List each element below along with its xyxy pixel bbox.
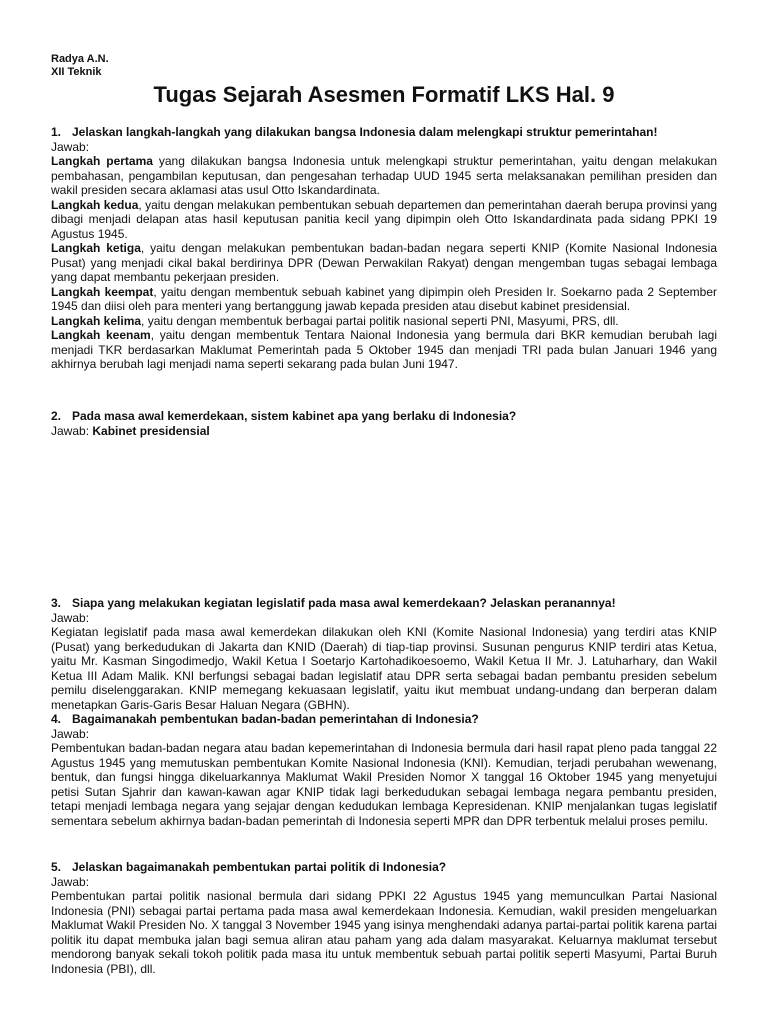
step-2: Langkah kedua, yaitu dengan melakukan pembentukan sebuah departemen dan pemerintahan daerah berupa provinsi yang dibagi menjadi delapan atas hasil keputusan panitia kecil yang dipimpin oleh Otto Iskandardinata pada sidang PPKI 19 Agustus 1945.: [51, 197, 718, 241]
answer-2: Jawab: Kabinet presidensial: [51, 423, 210, 438]
answer-4: Pembentukan badan-badan negara atau badan kepemerintahan di Indonesia bermula dari hasil rapat pleno pada tanggal 22 Agustus 1945 yang memutuskan pembentukan Komite Nasional Indonesia (KNI). Kemudian, terjadi perubahan wewenang, bentuk, dan fungsi hingga dikeluarkannya Maklumat Wakil Presiden Nomor X tanggal 16 Oktober 1945 yang menyetujui petisi Sutan Sjahrir dan kawan-kawan agar KNIP tidak lagi berkedudukan sebagai lembaga negara pembantu presiden, tetapi menjadi lembaga negara yang sejajar dengan kedudukan lembaga Kepresidenan. KNIP menjalankan tugas legislatif sementara sebelum akhirnya badan-badan pemerintah di Indonesia seperti MPR dan DPR terbentuk melalui proses pemilu.: [51, 741, 717, 828]
step-4: Langkah keempat, yaitu dengan membentuk sebuah kabinet yang dipimpin oleh Presiden Ir. Soekarno pada 2 September 1945 dan diisi oleh para menteri yang bertanggung jawab kepada presiden atau disebut kabinet presidensial.: [51, 284, 718, 313]
author-header: [51, 53, 109, 79]
question-5-block: [51, 860, 717, 976]
step-6: Langkah keenam, yaitu dengan membentuk Tentara Naional Indonesia yang bermula dari BKR kemudian berubah lagi menjadi TKR berdasarkan Maklumat Pemerintah pada 5 Oktober 1945 dan menjadi TRI pada bulan Januari 1946 yang akhirnya berubah lagi menjadi nama seperti sekarang pada bulan Juni 1947.: [51, 328, 717, 371]
question-3: 3. Siapa yang melakukan kegiatan legislatif pada masa awal kemerdekaan? Jelaskan peranannya!: [51, 596, 616, 610]
jawab-label: Jawab:: [51, 139, 90, 154]
question-2: 2. Pada masa awal kemerdekaan, sistem kabinet apa yang berlaku di Indonesia?: [51, 409, 517, 423]
question-1-block: [51, 125, 717, 372]
document-title: Tugas Sejarah Asesmen Formatif LKS Hal. 9: [153, 82, 615, 107]
question-4: 4. Bagaimanakah pembentukan badan-badan pemerintahan di Indonesia?: [51, 712, 479, 726]
jawab-label: Jawab:: [51, 874, 90, 889]
jawab-label: Jawab:: [51, 726, 90, 741]
step-1: Langkah pertama yang dilakukan bangsa Indonesia untuk melengkapi struktur pemerintahan, yaitu dengan melakukan pembahasan, pengambilan keputusan, dan pengesahan terhadap UUD 1945 serta melaksanakan pemilihan presiden dan wakil presiden secara aklamasi atas usul Otto Iskandardinata.: [51, 154, 717, 197]
question-3-block: [51, 596, 717, 712]
question-2-block: [51, 409, 717, 438]
step-3: Langkah ketiga, yaitu dengan melakukan pembentukan badan-badan negara seperti KNIP (Komite Nasional Indonesia Pusat) yang menjadi cikal bakal berdirinya DPR (Dewan Perwakilan Rakyat) dengan mengemban tugas sebagai lembaga yang dapat membantu pekerjaan presiden.: [51, 241, 718, 284]
question-5: 5. Jelaskan bagaimanakah pembentukan partai politik di Indonesia?: [51, 860, 447, 874]
author-name: Radya A.N.: [51, 53, 109, 65]
question-1: 1. Jelaskan langkah-langkah yang dilakukan bangsa Indonesia dalam melengkapi struktur pemerintahan!: [51, 125, 658, 139]
jawab-label: Jawab:: [51, 610, 90, 625]
answer-5: Pembentukan partai politik nasional bermula dari sidang PPKI 22 Agustus 1945 yang memunculkan Partai Nasional Indonesia (PNI) sebagai partai pertama pada masa awal kemerdekaan Indonesia. Kemudian, wakil presiden mengeluarkan Maklumat Wakil Presiden No. X tanggal 3 November 1945 yang isinya menghendaki adanya partai-partai politik karena partai politik itu dapat membuka jalan bagi semua aliran atau paham yang ada dalam masyarakat. Keluarnya maklumat tersebut mendorong banyak sekali tokoh politik pada masa itu untuk membentuk sebuah partai politik seperti Masyumi, Partai Buruh Indonesia (PBI), dll.: [51, 889, 717, 976]
answer-3: Kegiatan legislatif pada masa awal kemerdekan dilakukan oleh KNI (Komite Nasional Indonesia) yang terdiri atas KNIP (Pusat) yang berkedudukan di Jakarta dan KNID (Daerah) di tiap-tiap provinsi. Susunan pengurus KNIP terdiri atas Ketua, yaitu Mr. Kasman Singodimedjo, Wakil Ketua I Soetarjo Kartohadikoesoemo, Wakil Ketua II Mr. J. Latuharhary, dan Wakil Ketua III Adam Malik. KNI berfungsi sebagai badan legislatif atau DPR serta sebagai badan pembantu presiden sebelum pemilu diselenggarakan. KNIP memegang kekuasaan legislatif, yaitu ikut membuat undang-undang dan berperan dalam menetapkan Garis-Garis Besar Haluan Negara (GBHN).: [51, 625, 717, 712]
step-5: Langkah kelima, yaitu dengan membentuk berbagai partai politik nasional seperti PNI, Masyumi, PRS, dll.: [51, 313, 619, 328]
question-4-block: [51, 712, 717, 828]
author-class: XII Teknik: [51, 66, 102, 78]
